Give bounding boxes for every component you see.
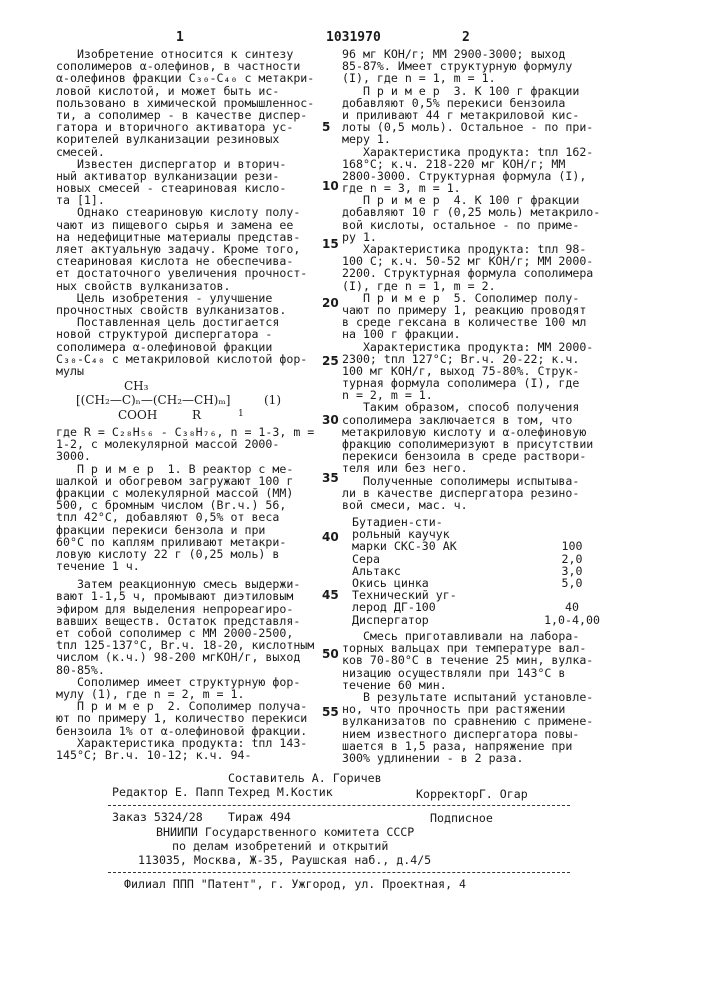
text-line: ет достаточного увеличения прочност- [56, 267, 314, 279]
text-line: ных свойств вулканизатов. [56, 280, 314, 292]
text-line: (I), где n = 1, m = 1. [342, 72, 600, 84]
text-line: Характеристика продукта: tпл 143- [56, 737, 314, 749]
recipe-row [352, 614, 622, 626]
text-line: перекиси бензоила в среде раствори- [342, 450, 600, 462]
text-line: корителей вулканизации резиновых [56, 133, 314, 145]
ingredient-name: Окись цинка [352, 577, 522, 589]
text-line: 3000. [56, 450, 314, 462]
text-line: где n = 3, m = 1. [342, 182, 600, 194]
text-line: Характеристика продукта: ММ 2000- [342, 341, 600, 353]
text-line: бензоила 1% от α-олефиновой фракции. [56, 725, 314, 737]
footer-corrector: КорректорГ. Огар [416, 788, 528, 801]
text-line: чают по примеру 1, реакцию проводят [342, 304, 600, 316]
text-line: добавляют 10 г (0,25 моль) метакрило- [342, 206, 600, 218]
text-line: ти, а сополимер - в качестве диспер- [56, 109, 314, 121]
text-line: фракцию сополимеризуют в присутствии [342, 438, 600, 450]
footer-branch: Филиал ППП "Патент", г. Ужгород, ул. Проектная, 4 [124, 878, 466, 891]
text-line: П р и м е р 4. К 100 г фракции [342, 194, 600, 206]
footer-address: 113035, Москва, Ж-35, Раушская наб., д.4/5 [138, 854, 431, 867]
footer-subscription: Подписное [430, 812, 493, 825]
footer-techred: Техред М.Костик [228, 786, 333, 799]
ingredient-amount: 2,0 [522, 553, 622, 565]
page-number-left: 1 [176, 30, 184, 45]
text-line: нием известного диспергатора повы- [342, 728, 593, 740]
ingredient-name: Технический уг- [352, 589, 522, 601]
right-column-text-top [342, 48, 600, 511]
text-line: Сополимер имеет структурную фор- [56, 676, 314, 688]
text-line: 85-87%. Имеет структурную формулу [342, 60, 600, 72]
text-line: ют по примеру 1, количество перекиси [56, 712, 314, 724]
text-line: П р и м е р 3. К 100 г фракции [342, 85, 600, 97]
text-line: стеариновая кислота не обеспечива- [56, 255, 314, 267]
text-line: сополимера заключается в том, что [342, 414, 600, 426]
text-line: вают 1-1,5 ч, промывают диэтиловым [56, 590, 314, 602]
right-column-text-bottom [342, 630, 593, 764]
text-line: теля или без него. [342, 462, 600, 474]
text-line: на 100 г фракции. [342, 328, 600, 340]
formula-subscript: 1 [238, 409, 244, 419]
line-number: 30 [322, 414, 339, 427]
line-number: 15 [322, 238, 339, 251]
rubber-mix-recipe [352, 516, 622, 626]
text-line: (I), где n = 1, m = 2. [342, 280, 600, 292]
text-line: чают из пищевого сырья и замена ее [56, 219, 314, 231]
left-column-text-bottom [56, 426, 314, 761]
text-line: фракции с молекулярной массой (ММ) [56, 487, 314, 499]
text-line: Характеристика продукта: tпл 98- [342, 243, 600, 255]
formula-main: [(CH₂—C)ₙ—(CH₂—CH)ₘ] [76, 393, 230, 407]
ingredient-amount: 100 [522, 540, 622, 552]
line-number: 55 [322, 706, 339, 719]
text-line: П р и м е р 5. Сополимер полу- [342, 292, 600, 304]
patent-number: 1031970 [326, 30, 381, 45]
text-line: tпл 42°C, добавляют 0,5% от веса [56, 511, 314, 523]
text-line: добавляют 0,5% перекиси бензоила [342, 97, 600, 109]
formula-number: (1) [264, 393, 281, 407]
text-line: на недефицитные материалы представ- [56, 231, 314, 243]
text-line: П р и м е р 1. В реактор с ме- [56, 463, 314, 475]
text-line: мулы [56, 365, 314, 377]
text-line: 100 C; к.ч. 50-52 мг КОН/г; ММ 2000- [342, 255, 600, 267]
text-line: числом (к.ч.) 98-200 мгКОН/г, выход [56, 651, 314, 663]
footer-org-line2: по делам изобретений и открытий [172, 840, 388, 853]
ingredient-name: марки СКС-30 АК [352, 540, 522, 552]
text-line: ру 1. [342, 231, 600, 243]
text-line: гатора и вторичного активатора ус- [56, 121, 314, 133]
text-line: α-олефинов фракции C₃₀-C₄₀ с метакри- [56, 72, 314, 84]
text-line: вавших веществ. Остаток представля- [56, 615, 314, 627]
text-line: Однако стеариновую кислоту полу- [56, 206, 314, 218]
ingredient-amount: 1,0-4,00 [522, 614, 622, 626]
text-line: 168°C; к.ч. 218-220 мг КОН/г; ММ [342, 158, 600, 170]
text-line: но, что прочность при растяжении [342, 703, 593, 715]
text-line: Затем реакционную смесь выдержи- [56, 578, 314, 590]
formula-cooh: COOH [118, 408, 157, 422]
ingredient-name: лерод ДГ-100 [352, 601, 522, 613]
text-line: ляет актуальную задачу. Кроме того, [56, 243, 314, 255]
text-line: П р и м е р 2. Сополимер получа- [56, 700, 314, 712]
text-line: ловой кислотой, и может быть ис- [56, 85, 314, 97]
text-line: Известен диспергатор и вторич- [56, 158, 314, 170]
text-line: новых смесей - стеариновая кисло- [56, 182, 314, 194]
ingredient-name: Альтакс [352, 565, 522, 577]
text-line: ли в качестве диспергатора резино- [342, 487, 600, 499]
recipe-row [352, 540, 622, 552]
text-line: смесей. [56, 146, 314, 158]
line-number: 20 [322, 297, 339, 310]
text-line: Таким образом, способ получения [342, 401, 600, 413]
text-line: ков 70-80°C в течение 25 мин, вулка- [342, 654, 593, 666]
text-line: В результате испытаний установле- [342, 691, 593, 703]
recipe-row [352, 601, 622, 613]
footer-org-line1: ВНИИПИ Государственного комитета СССР [156, 826, 414, 839]
text-line: ный активатор вулканизации рези- [56, 170, 314, 182]
line-number: 50 [322, 648, 339, 661]
text-line: шалкой и обогревом загружают 100 г [56, 475, 314, 487]
text-line: где R = C₂₈H₅₆ - C₃₈H₇₆, n = 1-3, m = [56, 426, 314, 438]
text-line: tпл 125-137°C, Br.ч. 18-20, кислотным [56, 639, 314, 651]
text-line: Характеристика продукта: tпл 162- [342, 146, 600, 158]
ingredient-name: рольный каучук [352, 528, 522, 540]
text-line: Изобретение относится к синтезу [56, 48, 314, 60]
text-line: Смесь приготавливали на лабора- [342, 630, 593, 642]
text-line: метакриловую кислоту и α-олефиновую [342, 426, 600, 438]
text-line: та [1]. [56, 194, 314, 206]
text-line: 80-85%. [56, 664, 314, 676]
text-line: 300% удлинении - в 2 раза. [342, 752, 593, 764]
text-line: меру 1. [342, 133, 600, 145]
text-line: течение 1 ч. [56, 560, 314, 572]
text-line: вой смеси, мас. ч. [342, 499, 600, 511]
text-line: 96 мг КОН/г; ММ 2900-3000; выход [342, 48, 600, 60]
ingredient-amount: 5,0 [522, 577, 622, 589]
structural-formula [68, 379, 318, 423]
ingredient-name: Бутадиен-сти- [352, 516, 522, 528]
page-number-right: 2 [462, 30, 470, 45]
text-line: торных вальцах при температуре вал- [342, 642, 593, 654]
text-line: ловую кислоту 22 г (0,25 моль) в [56, 548, 314, 560]
text-line: n = 2, m = 1. [342, 389, 600, 401]
text-line: 500, с бромным числом (Br.ч.) 56, [56, 499, 314, 511]
text-line: сополимера α-олефиновой фракции [56, 341, 314, 353]
text-line: шается в 1,5 раза, напряжение при [342, 740, 593, 752]
text-line: фракции перекиси бензола и при [56, 524, 314, 536]
line-number: 10 [322, 180, 339, 193]
text-line: низацию осуществляли при 143°C в [342, 667, 593, 679]
text-line: вой кислоты, остальное - по приме- [342, 219, 600, 231]
text-line: прочностных свойств вулканизатов. [56, 304, 314, 316]
ingredient-amount: 40 [522, 601, 622, 613]
text-line: новой структурой диспергатора - [56, 328, 314, 340]
text-line: Полученные сополимеры испытыва- [342, 475, 600, 487]
text-line: турная формула сополимера (I), где [342, 377, 600, 389]
text-line: вулканизатов по сравнению с примене- [342, 715, 593, 727]
text-line: 1-2, с молекулярной массой 2000- [56, 438, 314, 450]
text-line: 100 мг КОН/г, выход 75-80%. Струк- [342, 365, 600, 377]
line-number: 40 [322, 531, 339, 544]
line-number: 25 [322, 355, 339, 368]
text-line: 2800-3000. Структурная формула (I), [342, 170, 600, 182]
footer-order: Заказ 5324/28 [112, 811, 203, 824]
text-line: эфиром для выделения непрореагиро- [56, 603, 314, 615]
footer-divider [108, 872, 570, 873]
text-line: и приливают 44 г метакриловой кис- [342, 109, 600, 121]
ingredient-amount: 3,0 [522, 565, 622, 577]
text-line: C₃₀-C₄₀ с метакриловой кислотой фор- [56, 353, 314, 365]
line-number: 5 [322, 121, 330, 134]
text-line: 2200. Структурная формула сополимера [342, 267, 600, 279]
ingredient-name: Диспергатор [352, 614, 522, 626]
text-line: Цель изобретения - улучшение [56, 292, 314, 304]
line-number: 35 [322, 472, 339, 485]
text-line: 60°C по каплям приливают метакри- [56, 536, 314, 548]
text-line: Поставленная цель достигается [56, 316, 314, 328]
footer-divider [108, 805, 570, 806]
text-line: мулу (1), где n = 2, m = 1. [56, 688, 314, 700]
footer-editor: Редактор Е. Папп [112, 786, 224, 799]
left-column-text-top [56, 48, 314, 377]
formula-ch3: CH₃ [124, 379, 148, 393]
formula-r: R [192, 408, 201, 422]
footer-compiler: Составитель А. Горичев [228, 772, 382, 785]
text-line: лоты (0,5 моль). Остальное - по при- [342, 121, 600, 133]
ingredient-amount [522, 516, 622, 528]
recipe-row [352, 553, 622, 565]
text-line: пользовано в химической промышленнос- [56, 97, 314, 109]
ingredient-name: Сера [352, 553, 522, 565]
text-line: в среде гексана в количестве 100 мл [342, 316, 600, 328]
text-line: ет собой сополимер с ММ 2000-2500, [56, 627, 314, 639]
line-number: 45 [322, 589, 339, 602]
text-line: сополимеров α-олефинов, в частности [56, 60, 314, 72]
text-line: 2300; tпл 127°C; Br.ч. 20-22; к.ч. [342, 353, 600, 365]
text-line: течение 60 мин. [342, 679, 593, 691]
text-line: 145°C; Br.ч. 10-12; к.ч. 94- [56, 749, 314, 761]
footer-circulation: Тираж 494 [228, 811, 291, 824]
